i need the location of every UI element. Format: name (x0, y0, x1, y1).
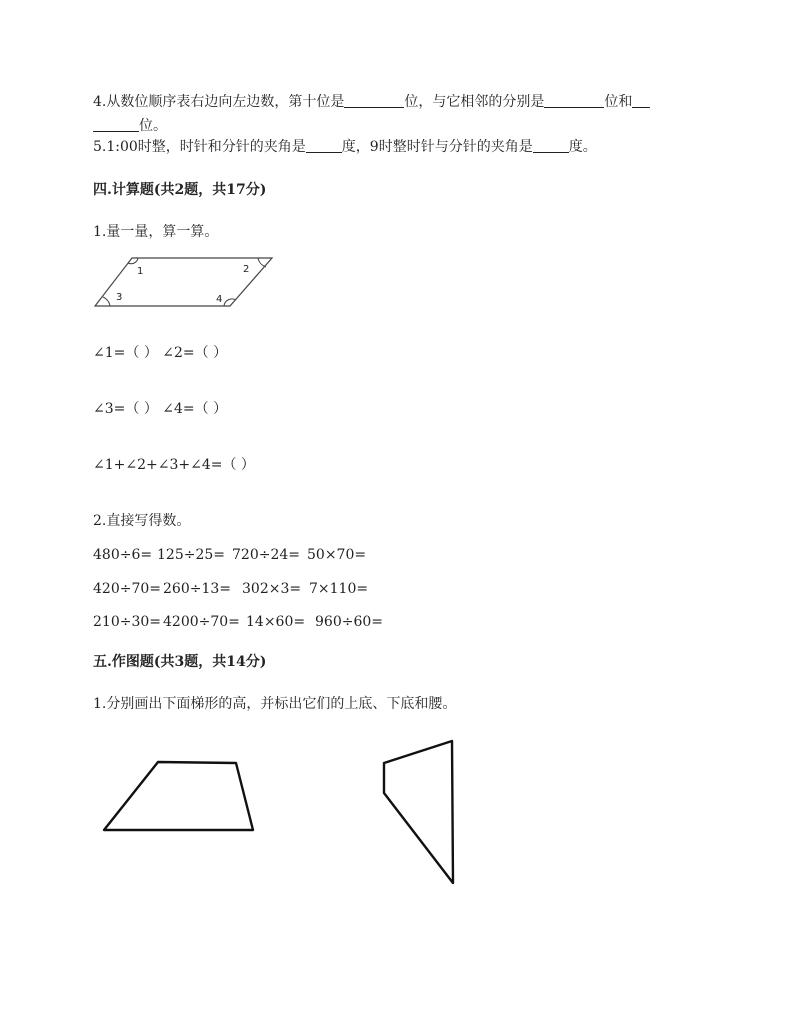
answer-blank[interactable] (533, 138, 569, 153)
parallelogram-figure (90, 252, 290, 322)
angle-label-2: 2 (243, 264, 250, 275)
calc-item: 7×110= (309, 581, 369, 597)
angle-line-3: ∠1+∠2+∠3+∠4=（ ） (93, 457, 255, 473)
calc-item: 720÷24= (232, 547, 300, 563)
answer-blank[interactable] (306, 138, 342, 153)
calc-item: 125÷25= (157, 547, 225, 563)
calc-item: 302×3= (242, 581, 302, 597)
calc-row (93, 612, 383, 632)
trapezoid-right (384, 741, 453, 883)
question-4: 4.从数位顺序表右边向左边数，第十位是 位，与它相邻的分别是 位和 (93, 92, 650, 112)
answer-blank[interactable] (544, 93, 604, 108)
question-5: 5.1:00时整，时针和分针的夹角是 度，9时整时针与分针的夹角是 度。 (93, 139, 597, 155)
answer-blank[interactable] (632, 93, 650, 108)
calc-row (93, 545, 366, 565)
trapezoid-figures (0, 720, 794, 960)
angle-line-2: ∠3=（ ） ∠4=（ ） (93, 401, 228, 417)
calc-item: 4200÷70= (163, 614, 240, 630)
angle-line-1: ∠1=（ ） ∠2=（ ） (93, 345, 228, 361)
calc-item: 960÷60= (315, 614, 383, 630)
draw-1-prompt: 1.分别画出下面梯形的高，并标出它们的上底、下底和腰。 (93, 696, 457, 712)
section-4-title: 四.计算题(共2题，共17分) (93, 182, 267, 198)
calc-item: 50×70= (307, 547, 367, 563)
question-4-cont: 位。 (93, 116, 167, 136)
trapezoid-left (104, 762, 253, 830)
angle-label-1: 1 (137, 266, 144, 277)
angle-label-4: 4 (216, 294, 223, 305)
section-5-title: 五.作图题(共3题，共14分) (93, 654, 267, 670)
calc-row (93, 579, 368, 599)
calc-item: 210÷30= (93, 614, 161, 630)
calc-item: 14×60= (246, 614, 306, 630)
calc-2-prompt: 2.直接写得数。 (93, 513, 191, 529)
calc-item: 260÷13= (163, 581, 231, 597)
calc-item: 480÷6= (93, 547, 153, 563)
calc-1-prompt: 1.量一量，算一算。 (93, 224, 219, 240)
answer-blank[interactable] (93, 117, 139, 132)
angle-label-3: 3 (116, 292, 123, 303)
calc-item: 420÷70= (93, 581, 161, 597)
answer-blank[interactable] (344, 93, 404, 108)
